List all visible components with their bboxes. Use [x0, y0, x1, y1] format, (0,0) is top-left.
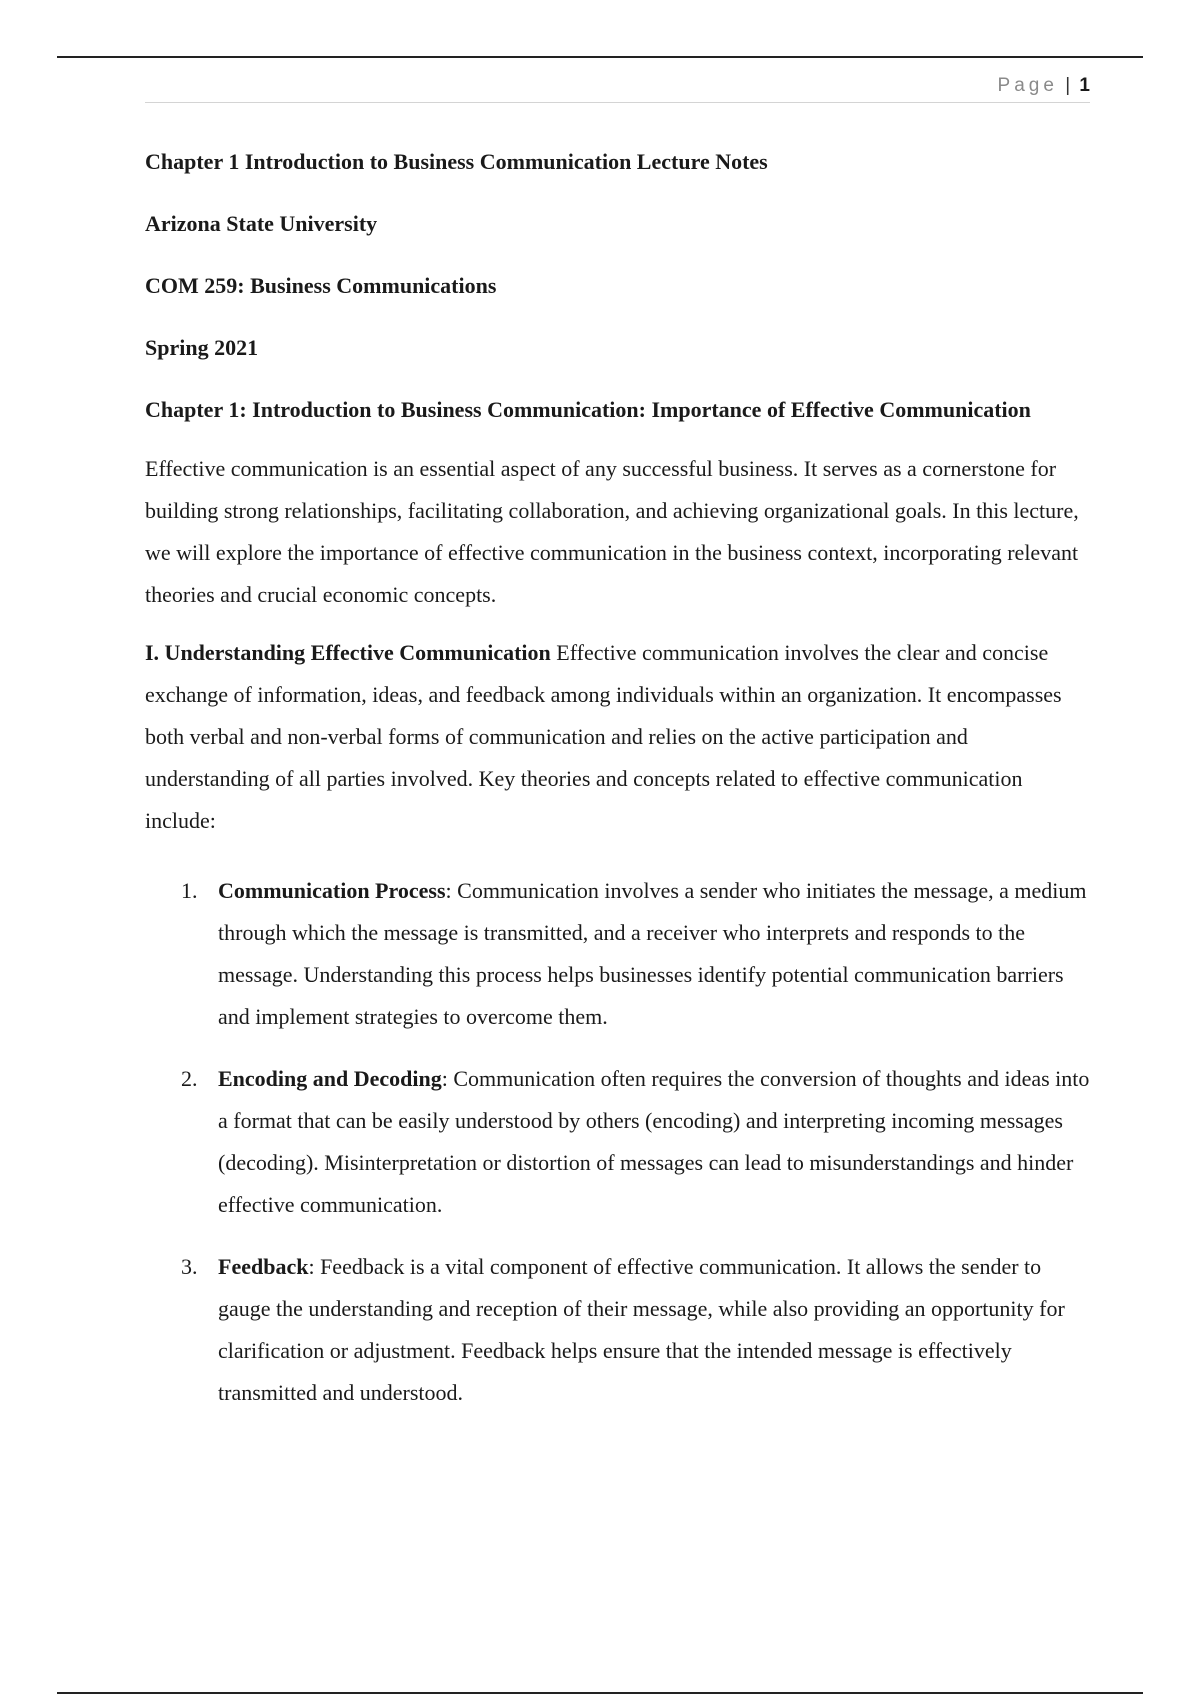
- section-1-paragraph: [145, 632, 1095, 842]
- course-name: COM 259: Business Communications: [145, 273, 497, 298]
- page-number: 1: [1079, 75, 1090, 96]
- document-body: [145, 141, 1095, 1434]
- section-1-text: Effective communication involves the clear and concise exchange of information, ideas, and feedback among individuals within an organization. It encompasses both verbal and non-verbal forms of communication and relies on the active participation and understanding of all parties involved. Key theories and concepts related to effective communication include:: [145, 640, 1062, 833]
- university-name: Arizona State University: [145, 211, 378, 236]
- list-item: [145, 1058, 1095, 1226]
- list-item-number: 2.: [181, 1066, 198, 1091]
- page-header: [145, 72, 1090, 103]
- list-item-text: : Feedback is a vital component of effective communication. It allows the sender to gauge the understanding and reception of their message, while also providing an opportunity for clarification or adjustment. Feedback helps ensure that the intended message is effectively transmitted and understood.: [218, 1254, 1065, 1405]
- list-item-term: Encoding and Decoding: [218, 1066, 442, 1091]
- list-item-text: : Communication involves a sender who initiates the message, a medium through which the message is transmitted, and a receiver who interprets and responds to the message. Understanding this process helps businesses identify potential communication barriers and implement strategies to overcome them.: [218, 878, 1087, 1029]
- list-item-term: Communication Process: [218, 878, 446, 903]
- document-title: Chapter 1 Introduction to Business Communication Lecture Notes: [145, 149, 768, 174]
- intro-paragraph: Effective communication is an essential aspect of any successful business. It serves as a cornerstone for building strong relationships, facilitating collaboration, and achieving organizational goals. In this lecture, we will explore the importance of effective communication in the business context, incorporating relevant theories and crucial economic concepts.: [145, 456, 1079, 607]
- list-item: [145, 1246, 1095, 1414]
- top-border-line: [57, 56, 1143, 58]
- list-item-number: 1.: [181, 878, 198, 903]
- list-item-text: : Communication often requires the conversion of thoughts and ideas into a format that can be easily understood by others (encoding) and interpreting incoming messages (decoding). Misinterpretation or distortion of messages can lead to misunderstandings and hinder effective communication.: [218, 1066, 1090, 1217]
- page-separator: |: [1065, 75, 1071, 96]
- term-label: Spring 2021: [145, 335, 259, 360]
- page-label: Page: [997, 75, 1058, 96]
- list-item-term: Feedback: [218, 1254, 309, 1279]
- concepts-list: [145, 870, 1095, 1414]
- bottom-border-line: [57, 1692, 1143, 1694]
- list-item: [145, 870, 1095, 1038]
- section-1-heading: I. Understanding Effective Communication: [145, 640, 551, 665]
- chapter-heading: Chapter 1: Introduction to Business Communication: Importance of Effective Communication: [145, 397, 1031, 422]
- list-item-number: 3.: [181, 1254, 198, 1279]
